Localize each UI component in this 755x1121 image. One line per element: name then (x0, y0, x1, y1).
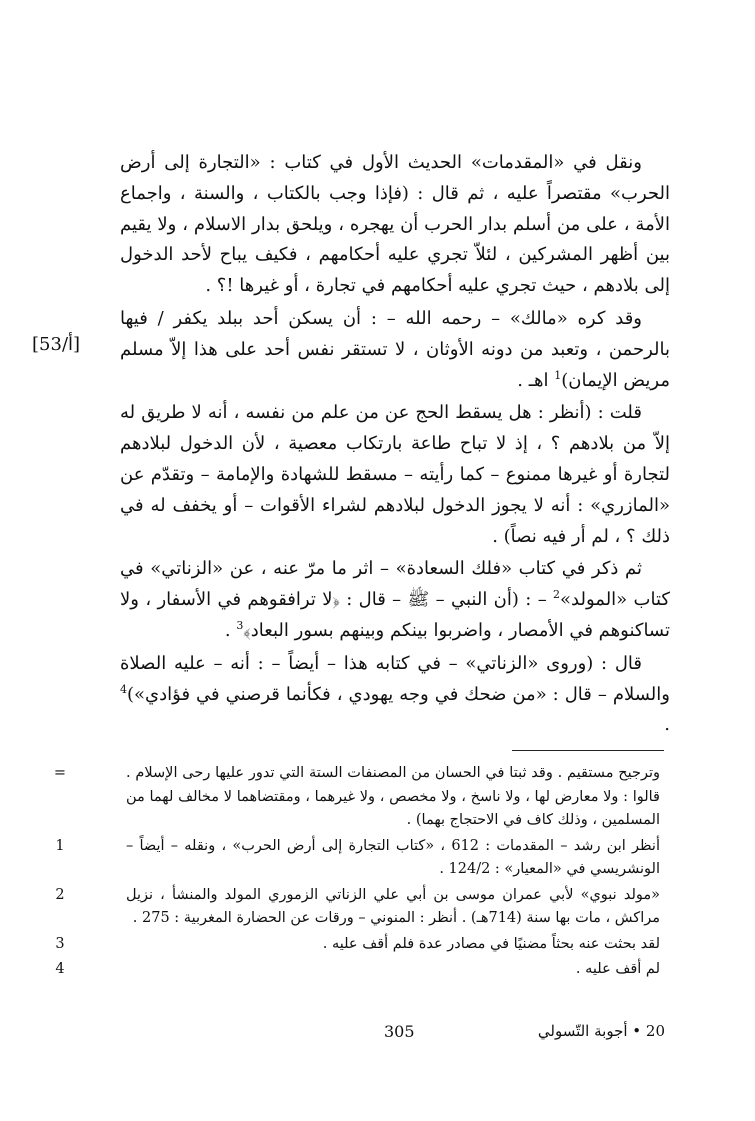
paragraph-4 (120, 554, 670, 646)
manuscript-folio-marker: [أ/53] (32, 334, 81, 355)
running-title: 20 • أجوبة التّسولي (537, 1022, 665, 1040)
paragraph-4-tail: . (224, 619, 237, 641)
paragraph-5-text: قال : (وروى «الزناتي» – في كتابه هذا – أيضاً – : أنه – عليه الصلاة والسلام – قال : «من ضحك في وجه يهودي ، فكأنما قرصني في فؤادي») (120, 652, 670, 705)
paragraph-5 (120, 649, 670, 741)
paragraph-5-tail: . (664, 714, 670, 736)
paragraph-2-text: وقد كره «مالك» – رحمه الله – : أن يسكن أحد ببلد يكفر / فيها بالرحمن ، وتعبد من دونه الأوثان ، لا تستقر نفس أحد على هذا إلاّ مسلم مريض الإيمان) (120, 307, 670, 391)
footnote-4 (55, 958, 660, 982)
footnote-number: 2 (55, 886, 65, 903)
footnote-text: لم أقف عليه . (575, 961, 660, 977)
footnote-ref-1[interactable]: 1 (554, 368, 562, 382)
paragraph-2 (120, 304, 670, 396)
main-text (120, 148, 670, 741)
paragraph-2-tail: اهـ . (517, 369, 555, 391)
paragraph-4-text: ثم ذكر في كتاب «فلك السعادة» – اثر ما مرّ عنه ، عن «الزناتي» في كتاب «المولد» (120, 558, 670, 611)
footnote-text: لقد بحثت عنه بحثاً مضنيًا في مصادر عدة فلم أقف عليه . (322, 935, 660, 952)
footnote-continued (53, 762, 660, 833)
footnote-number: 4 (55, 961, 65, 977)
paragraph-4-quote: – : (أن النبي – ﷺ – قال : ﴿لا ترافقوهم في الأسفار ، ولا تساكنوهم في الأمصار ، واضربوا بينكم وبينهم بسور البعاد﴾ (120, 589, 670, 641)
footnote-1 (55, 835, 660, 882)
footnote-ref-4[interactable]: 4 (120, 682, 127, 696)
paragraph-3: قلت : (أنظر : هل يسقط الحج عن من علم من نفسه ، أنه لا طريق له إلاّ من بلادهم ؟ ، إذ لا تباح طاعة بارتكاب معصية ، لأن الدخول لبلادهم لتجارة أو غيرها ممنوع – كما رأيته – مسقط للشهادة والإمامة – وتقدّم عن «المازري» : أنه لا يجوز الدخول لبلادهم لشراء الأقوات – أو يخفف له في ذلك ؟ ، لم أر فيه نصاً) . (120, 402, 670, 547)
footnote-ref-2[interactable]: 2 (553, 588, 561, 602)
page-number: 305 (384, 1022, 415, 1041)
footnote-text: وترجيح مستقيم . وقد ثبتا في الحسان من المصنفات الستة التي تدور عليها رحى الإسلام . قالوا : ولا معارض لها ، ولا ناسخ ، ولا مخصص ، ولا غيرهما ، ومقتضاهما لا مخالف لهما من المسلمين ، وذلك كاف في الاحتجاج بهما) . (126, 765, 660, 828)
footnotes (53, 762, 660, 984)
footnote-number: = (53, 765, 67, 781)
footnote-text: أنظر ابن رشد – المقدمات : 612 ، «كتاب التجارة إلى أرض الحرب» ، ونقله – أيضاً – الونشريسي في «المعيار» : 124/2 . (126, 837, 660, 877)
paragraph-1: ونقل في «المقدمات» الحديث الأول في كتاب : «التجارة إلى أرض الحرب» مقتصراً عليه ، ثم قال : (فإذا وجب بالكتاب ، والسنة ، واجماع الأمة ، على من أسلم بدار الحرب أن يهجره ، ويلحق بدار الاسلام ، ولا يقيم بين أظهر المشركين ، لئلاّ تجري عليه أحكامهم ، فكيف يباح لأحد الدخول إلى بلادهم ، حيث تجري عليه أحكامهم في تجارة ، أو غيرها !؟ . (120, 152, 670, 297)
footnote-ref-3[interactable]: 3 (236, 618, 244, 632)
footnote-text: «مولد نبوي» لأبي عمران موسى بن أبي علي الزناتي الزموري المولد والمنشأ ، نزيل مراكش ، مات بها سنة (714هـ) . أنظر : المنوني – ورقات عن الحضارة المغربية : 275 . (126, 886, 660, 926)
footnote-3 (55, 933, 660, 957)
footnote-2 (55, 884, 660, 931)
footnote-number: 3 (55, 935, 65, 952)
footnote-number: 1 (55, 837, 65, 854)
footnote-divider (512, 750, 664, 751)
